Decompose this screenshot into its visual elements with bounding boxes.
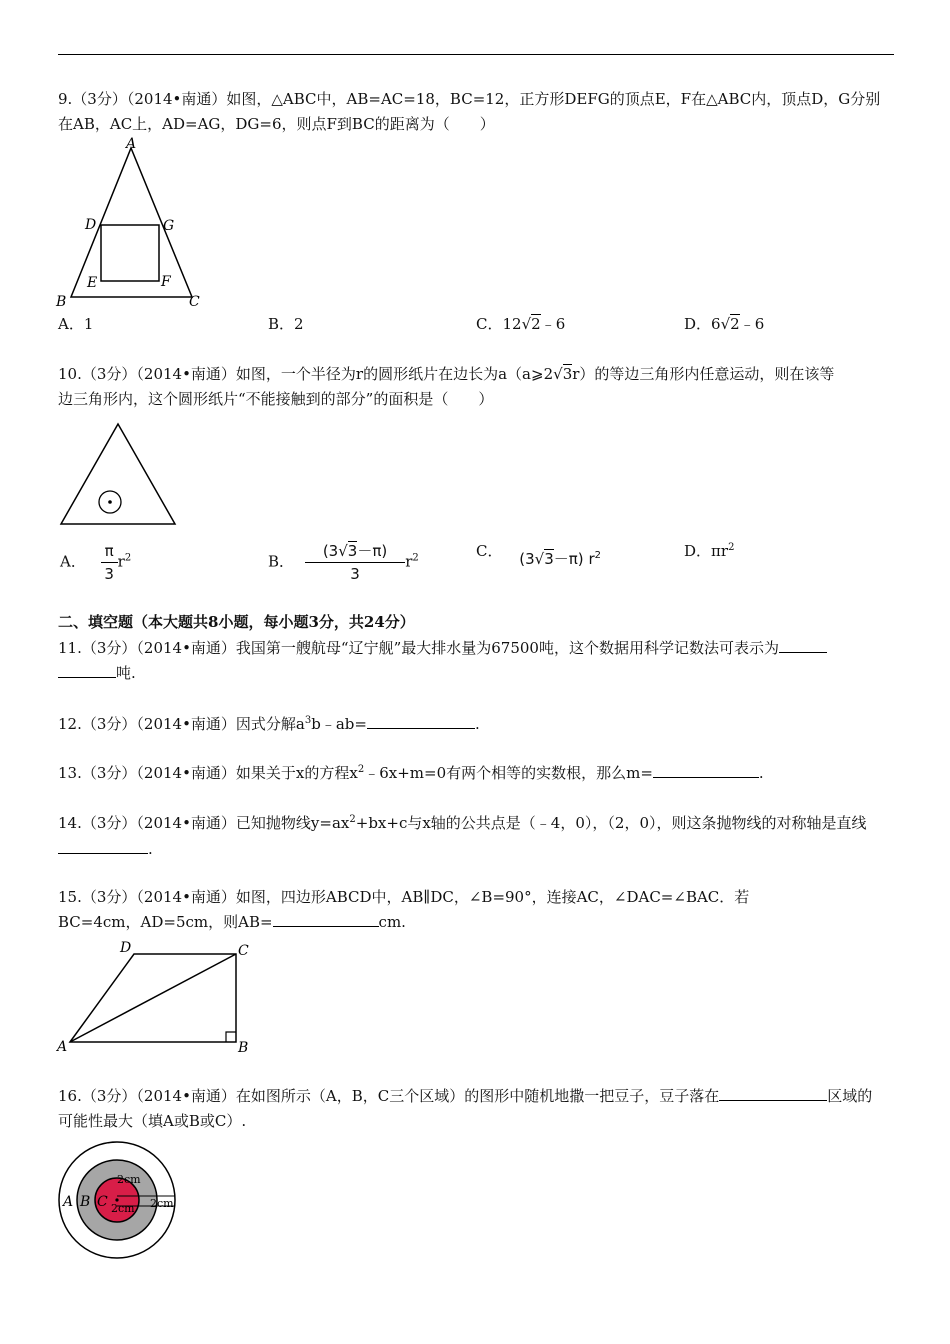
q10-option-a: A． $\frac{\pi}{3}$ $r^2$: [60, 542, 132, 583]
q10-option-d: D．$\pi r^2$: [684, 542, 735, 560]
q9-label-A: A: [126, 136, 137, 152]
header-rule: [58, 54, 894, 55]
q10-figure: [58, 420, 180, 528]
q9-label-E: E: [87, 275, 98, 291]
q14-line2: .: [58, 838, 153, 860]
q16-radius-label-2: 2cm: [111, 1202, 135, 1215]
q9-figure: [52, 136, 212, 312]
q12-line: 12.（3分）（2014•南通）因式分解$a^3b﹣ab=$ .: [58, 715, 480, 733]
q16-label-C: C: [97, 1194, 108, 1210]
q11-line1: 11.（3分）（2014•南通）我国第一艘航母“辽宁舰”最大排水量为67500吨，这个数据用科学记数法可表示为: [58, 637, 827, 659]
q11-line2: 吨.: [58, 662, 136, 684]
q9-option-a: A．1: [58, 315, 94, 333]
q15-label-A: A: [57, 1039, 68, 1055]
q9-label-G: G: [163, 218, 175, 234]
q10-line1: 10.（3分）（2014•南通）如图，一个半径为r的圆形纸片在边长为a（a⩾2√3r）的等边三角形内任意运动，则在该等: [58, 365, 835, 383]
q9-label-F: F: [161, 274, 171, 290]
q13-line: 13.（3分）（2014•南通）如果关于x的方程$x^2﹣6x+m=0$有两个相等的实数根，那么m= .: [58, 764, 764, 782]
q15-label-B: B: [238, 1040, 249, 1056]
q9-option-c: C．12√2﹣6: [476, 315, 566, 333]
q16-line2: 可能性最大（填A或B或C）.: [58, 1112, 247, 1130]
q9-label-C: C: [189, 294, 200, 310]
q9-label-B: B: [56, 294, 67, 310]
q15-line2: BC=4cm，AD=5cm，则AB= cm.: [58, 913, 406, 931]
q14-line1: 14.（3分）（2014•南通）已知抛物线$y=ax^2+bx+c$与x轴的公共点是（﹣4，0），（2，0），则这条抛物线的对称轴是直线: [58, 814, 867, 832]
section-2-heading: 二、填空题（本大题共8小题，每小题3分，共24分）: [58, 613, 415, 631]
q9-line2: 在AB，AC上，AD=AG，DG=6，则点F到BC的距离为（ ）: [58, 115, 495, 133]
q16-line1: 16.（3分）（2014•南通）在如图所示（A，B，C三个区域）的图形中随机地撒一把豆子，豆子落在 区域的: [58, 1087, 873, 1105]
q15-figure: [52, 938, 257, 1058]
q15-label-C: C: [238, 943, 249, 959]
q16-label-A: A: [63, 1194, 74, 1210]
q16-label-B: B: [80, 1194, 91, 1210]
q10-option-c: C． (3√3－π) $r^2$: [476, 542, 601, 568]
q9-option-d: D．6√2﹣6: [684, 315, 765, 333]
q9-line1: 9.（3分）（2014•南通）如图，△ABC中，AB=AC=18，BC=12，正方形DEFG的顶点E，F在△ABC内，顶点D，G分别: [58, 90, 881, 108]
q15-label-D: D: [120, 940, 132, 956]
q16-figure: [55, 1138, 179, 1262]
q9-label-D: D: [85, 217, 97, 233]
q9-option-b: B．2: [268, 315, 304, 333]
q10-line2: 边三角形内，这个圆形纸片“不能接触到的部分”的面积是（ ）: [58, 390, 494, 408]
q15-line1: 15.（3分）（2014•南通）如图，四边形ABCD中，AB∥DC，∠B=90°，连接AC，∠DAC=∠BAC．若: [58, 888, 750, 906]
q16-radius-label-3: 2cm: [150, 1197, 174, 1210]
q16-radius-label-1: 2cm: [117, 1173, 141, 1186]
q10-option-b: B． $\frac{(3√3-\pi)}{3}$ $r^2$: [268, 542, 419, 583]
